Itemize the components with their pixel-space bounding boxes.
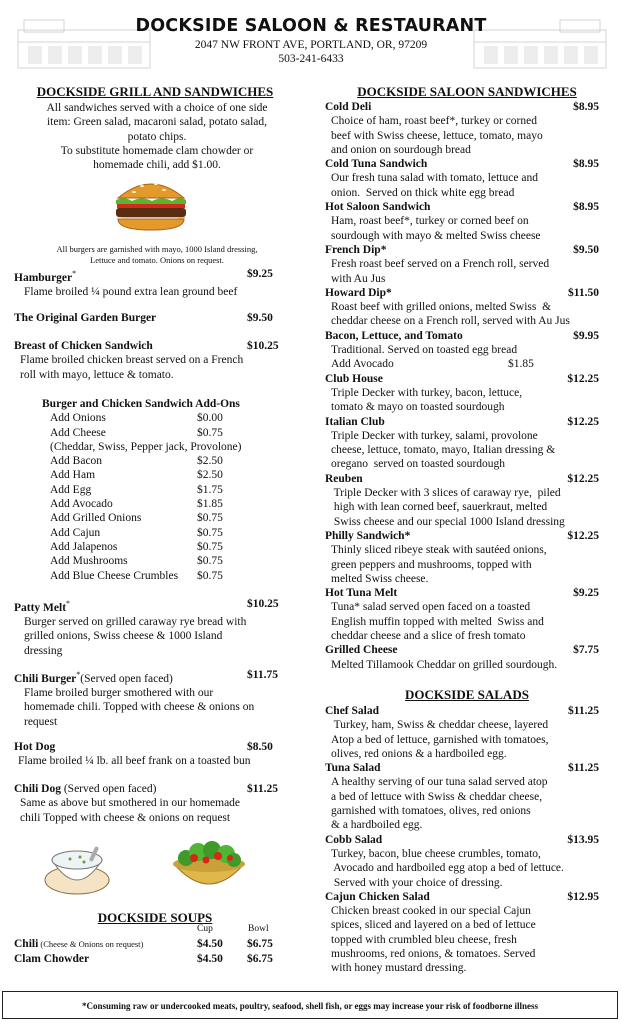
menu-item [325, 329, 599, 372]
soup-name: Clam Chowder [14, 953, 90, 965]
item-desc: spices, sliced and layered on a bed of lettuce [331, 919, 536, 932]
intro-line: homemade chili, add $1.00. [93, 159, 221, 172]
item-desc: Burger served on grilled caraway rye bread with [24, 616, 247, 629]
menu-item [325, 529, 599, 586]
item-desc: sourdough with mayo & melted Swiss cheese [331, 229, 541, 242]
item-desc: Atop a bed of lettuce, garnished with tomatoes, [331, 733, 549, 746]
addon-row: Add Cheese $0.75 [50, 426, 223, 439]
item-price: $8.50 [247, 741, 273, 753]
intro-line: To substitute homemade clam chowder or [60, 144, 254, 157]
item-name: Reuben [325, 472, 363, 485]
addon-row: Add Grilled Onions $0.75 [50, 512, 223, 525]
menu-item [325, 833, 599, 890]
item-desc: cheddar cheese on a French roll, served with Au Jus [331, 315, 570, 328]
note-line: All burgers are garnished with mayo, 1000 Island dressing, [56, 244, 258, 254]
item-price: $8.95 [573, 158, 599, 171]
item-price: $10.25 [247, 598, 279, 610]
item-price: $11.25 [568, 762, 599, 775]
item-price: $10.25 [247, 340, 279, 352]
menu-item [325, 472, 599, 529]
item-sub: (Served open faced) [80, 672, 173, 685]
item-desc: olives, red onions & a hardboiled egg. [331, 747, 507, 760]
menu-item [325, 586, 599, 643]
item-desc: cheese, lettuce, tomato, mayo, Italian dressing & [331, 444, 556, 457]
item-price: $9.50 [573, 243, 599, 256]
addon-row: (Cheddar, Swiss, Pepper jack, Provolone) [50, 440, 242, 453]
menu-item-hamburger [14, 267, 300, 299]
item-desc: Chicken breast cooked in our special Cajun [331, 905, 531, 918]
item-desc: oregano served on toasted sourdough [331, 458, 506, 471]
item-name: Chili Dog [14, 783, 61, 795]
item-desc: request [24, 715, 58, 728]
item-desc: dressing [24, 644, 63, 657]
item-sub: (Served open faced) [60, 783, 157, 795]
item-name: Breast of Chicken Sandwich [14, 340, 153, 352]
burger-note [14, 244, 300, 266]
item-name: Hot Dog [14, 741, 56, 753]
item-desc: with Au Jus [331, 272, 386, 285]
menu-item-chili-dog [14, 782, 300, 825]
item-price: $12.95 [567, 890, 599, 903]
item-desc: Flame broiled ¼ lb. all beef frank on a toasted bun [18, 755, 251, 768]
item-mark: * [76, 670, 81, 679]
item-desc: Same as above but smothered in our homemade [20, 797, 241, 810]
item-desc: high with lean corned beef, sauerkraut, melted [331, 501, 548, 514]
addon-row: Add Blue Cheese Crumbles $0.75 [50, 569, 223, 582]
item-desc: Flame broiled burger smothered with our [24, 687, 214, 700]
item-price: $9.50 [247, 312, 273, 324]
item-desc: Flame broiled chicken breast served on a French [20, 354, 244, 367]
bowl-label: Bowl [248, 924, 269, 934]
menu-item-chili-burger [14, 668, 300, 729]
soup-row [14, 952, 304, 966]
item-desc: green peppers and mushrooms, topped with [331, 558, 532, 571]
soup-sub: (Cheese & Onions on request) [38, 939, 144, 949]
menu-item [325, 704, 599, 761]
menu-item [325, 243, 599, 286]
food-safety-disclaimer: *Consuming raw or undercooked meats, poultry, seafood, shell fish, or eggs may increase your risk of foodborne illness [2, 991, 618, 1019]
item-name: Cold Deli [325, 101, 372, 113]
grill-intro [14, 101, 300, 172]
item-price: $11.25 [568, 705, 599, 717]
item-name: Hot Tuna Melt [325, 587, 398, 600]
item-desc: beef with Swiss cheese, lettuce, tomato, mayo [331, 129, 543, 142]
item-price: $11.50 [568, 286, 599, 299]
menu-item [325, 157, 599, 200]
item-desc: topped with crumbled bleu cheese, fresh [331, 933, 517, 946]
item-extra: Add Avocado $1.85 [331, 358, 534, 371]
item-price: $13.95 [567, 833, 599, 846]
addon-row: Add Jalapenos $0.75 [50, 540, 223, 553]
item-desc: Roast beef with grilled onions, melted Swiss & [331, 301, 552, 314]
cup-label: Cup [197, 924, 213, 934]
item-desc: a bed of lettuce with Swiss & cheddar cheese, [331, 790, 543, 803]
item-desc: chili Topped with cheese & onions on request [20, 811, 231, 824]
item-price: $11.75 [247, 669, 278, 681]
item-price: $9.25 [247, 268, 273, 280]
addons-list [42, 397, 292, 583]
item-desc: Triple Decker with turkey, bacon, lettuce, [331, 386, 523, 399]
item-desc: Served with your choice of dressing. [331, 876, 503, 889]
item-name: Italian Club [325, 415, 385, 428]
item-desc: Swiss cheese and our special 1000 Island dressing [331, 515, 565, 528]
item-desc: melted Swiss cheese. [331, 572, 429, 585]
salad-items [325, 704, 599, 976]
item-name: Grilled Cheese [325, 644, 398, 657]
intro-line: All sandwiches served with a choice of one side [46, 102, 268, 114]
menu-item [325, 372, 599, 415]
menu-item [325, 415, 599, 472]
item-price: $12.25 [567, 529, 599, 542]
menu-item-patty-melt [14, 597, 300, 658]
soups-heading: DOCKSIDE SOUPS [97, 910, 213, 925]
saloon-items [325, 100, 599, 672]
item-mark: * [72, 269, 77, 278]
item-desc: Flame broiled ¼ pound extra lean ground beef [24, 286, 238, 299]
item-price: $9.25 [573, 587, 599, 600]
item-desc: Triple Decker with turkey, salami, provolone [331, 429, 538, 442]
addon-row: Add Avocado $1.85 [50, 498, 223, 511]
item-desc: roll with mayo, lettuce & tomato. [20, 368, 174, 381]
salad-bowl-icon [168, 838, 250, 896]
item-desc: Traditional. Served on toasted egg bread [331, 344, 518, 357]
item-name: Patty Melt [14, 601, 67, 614]
item-desc: mushrooms, red onions, & tomatoes. Served [331, 948, 536, 961]
addon-row: Add Mushrooms $0.75 [50, 555, 223, 568]
item-desc: Ham, roast beef*, turkey or corned beef on [331, 215, 529, 228]
menu-item-hot-dog [14, 740, 300, 769]
item-desc: Turkey, ham, Swiss & cheddar cheese, layered [331, 719, 549, 732]
soup-bowl-price: $6.75 [247, 953, 273, 965]
soup-bowl-price: $6.75 [247, 938, 273, 950]
menu-item-garden-burger [14, 311, 300, 325]
soup-bowl-icon [44, 840, 110, 896]
item-desc: Tuna* salad served open faced on a toasted [331, 601, 531, 614]
restaurant-title: DOCKSIDE SALOON & RESTAURANT [135, 16, 487, 36]
item-price: $8.95 [573, 201, 599, 214]
menu-item [325, 890, 599, 976]
item-name: Tuna Salad [325, 762, 381, 775]
item-name: Chili Burger [14, 672, 77, 685]
item-desc: Fresh roast beef served on a French roll, served [331, 258, 550, 271]
menu-item [325, 286, 599, 329]
addon-row: Add Egg $1.75 [50, 483, 223, 496]
soup-name: Chili [14, 938, 39, 950]
item-name: French Dip* [325, 243, 387, 256]
item-price: $7.75 [573, 644, 599, 657]
item-desc: Choice of ham, roast beef*, turkey or corned [331, 115, 537, 128]
addons-heading: Burger and Chicken Sandwich Add-Ons [42, 398, 240, 410]
menu-item [325, 643, 599, 672]
item-desc: Avocado and hardboiled egg atop a bed of lettuce. [331, 862, 564, 875]
item-name: Cobb Salad [325, 833, 383, 846]
item-name: Philly Sandwich* [325, 529, 411, 542]
item-desc: Turkey, bacon, blue cheese crumbles, tomato, [331, 847, 541, 860]
item-price: $12.25 [567, 372, 599, 385]
soup-row [14, 937, 304, 951]
item-price: $12.25 [567, 472, 599, 485]
item-name: Club House [325, 372, 383, 385]
item-desc: English muffin topped with melted Swiss and [331, 615, 544, 628]
soup-cup-price: $4.50 [197, 938, 223, 950]
item-name: Hamburger [14, 271, 73, 284]
addon-row: Add Onions $0.00 [50, 412, 223, 425]
soup-cup-price: $4.50 [197, 953, 223, 965]
salads-heading: DOCKSIDE SALADS [405, 687, 529, 702]
item-name: Howard Dip* [325, 286, 392, 299]
item-price: $9.95 [573, 329, 599, 342]
item-desc: Triple Decker with 3 slices of caraway rye, piled [331, 487, 561, 500]
item-price: $11.25 [247, 783, 278, 795]
item-desc: with honey mustard dressing. [331, 962, 467, 975]
item-desc: grilled onions, Swiss cheese & 1000 Island [24, 630, 223, 643]
item-desc: onion. Served on thick white egg bread [331, 186, 515, 199]
burger-icon [112, 176, 190, 232]
menu-item [325, 200, 599, 243]
item-name: Chef Salad [325, 705, 379, 717]
item-desc: homemade chili. Topped with cheese & onions on [24, 701, 255, 714]
addon-row: Add Cajun $0.75 [50, 526, 223, 539]
item-name: Cajun Chicken Salad [325, 890, 430, 903]
note-line: Lettuce and tomato. Onions on request. [90, 255, 224, 265]
item-name: Bacon, Lettuce, and Tomato [325, 329, 463, 342]
menu-item-chicken-sandwich [14, 339, 300, 382]
item-desc: Thinly sliced ribeye steak with sautéed onions, [331, 544, 547, 557]
item-desc: cheddar cheese and a slice of fresh tomato [331, 629, 526, 642]
menu-item [325, 100, 599, 157]
item-name: Hot Saloon Sandwich [325, 201, 431, 214]
item-desc: garnished with tomatoes, olives, red onions [331, 805, 531, 818]
item-desc: Our fresh tuna salad with tomato, lettuce and [331, 172, 538, 185]
item-name: The Original Garden Burger [14, 312, 157, 324]
addon-row: Add Bacon $2.50 [50, 455, 223, 468]
item-mark: * [66, 599, 71, 608]
item-price: $12.25 [567, 415, 599, 428]
intro-line: item: Green salad, macaroni salad, potato salad, [46, 116, 268, 129]
item-name: Cold Tuna Sandwich [325, 158, 428, 171]
intro-line: potato chips. [127, 130, 187, 143]
grill-heading: DOCKSIDE GRILL AND SANDWICHES [36, 84, 274, 99]
address: 2047 NW FRONT AVE, PORTLAND, OR, 97209 [194, 39, 428, 51]
addon-row: Add Ham $2.50 [50, 469, 223, 482]
item-desc: & a hardboiled egg. [331, 819, 423, 832]
menu-item [325, 761, 599, 832]
saloon-heading: DOCKSIDE SALOON SANDWICHES [357, 84, 577, 99]
item-desc: A healthy serving of our tuna salad served atop [331, 776, 548, 789]
item-price: $8.95 [573, 101, 599, 113]
phone-number: 503-241-6433 [278, 53, 344, 65]
item-desc: Melted Tillamook Cheddar on grilled sourdough. [331, 658, 558, 671]
item-desc: and onion on sourdough bread [331, 143, 471, 156]
item-desc: tomato & mayo on toasted sourdough [331, 401, 505, 414]
